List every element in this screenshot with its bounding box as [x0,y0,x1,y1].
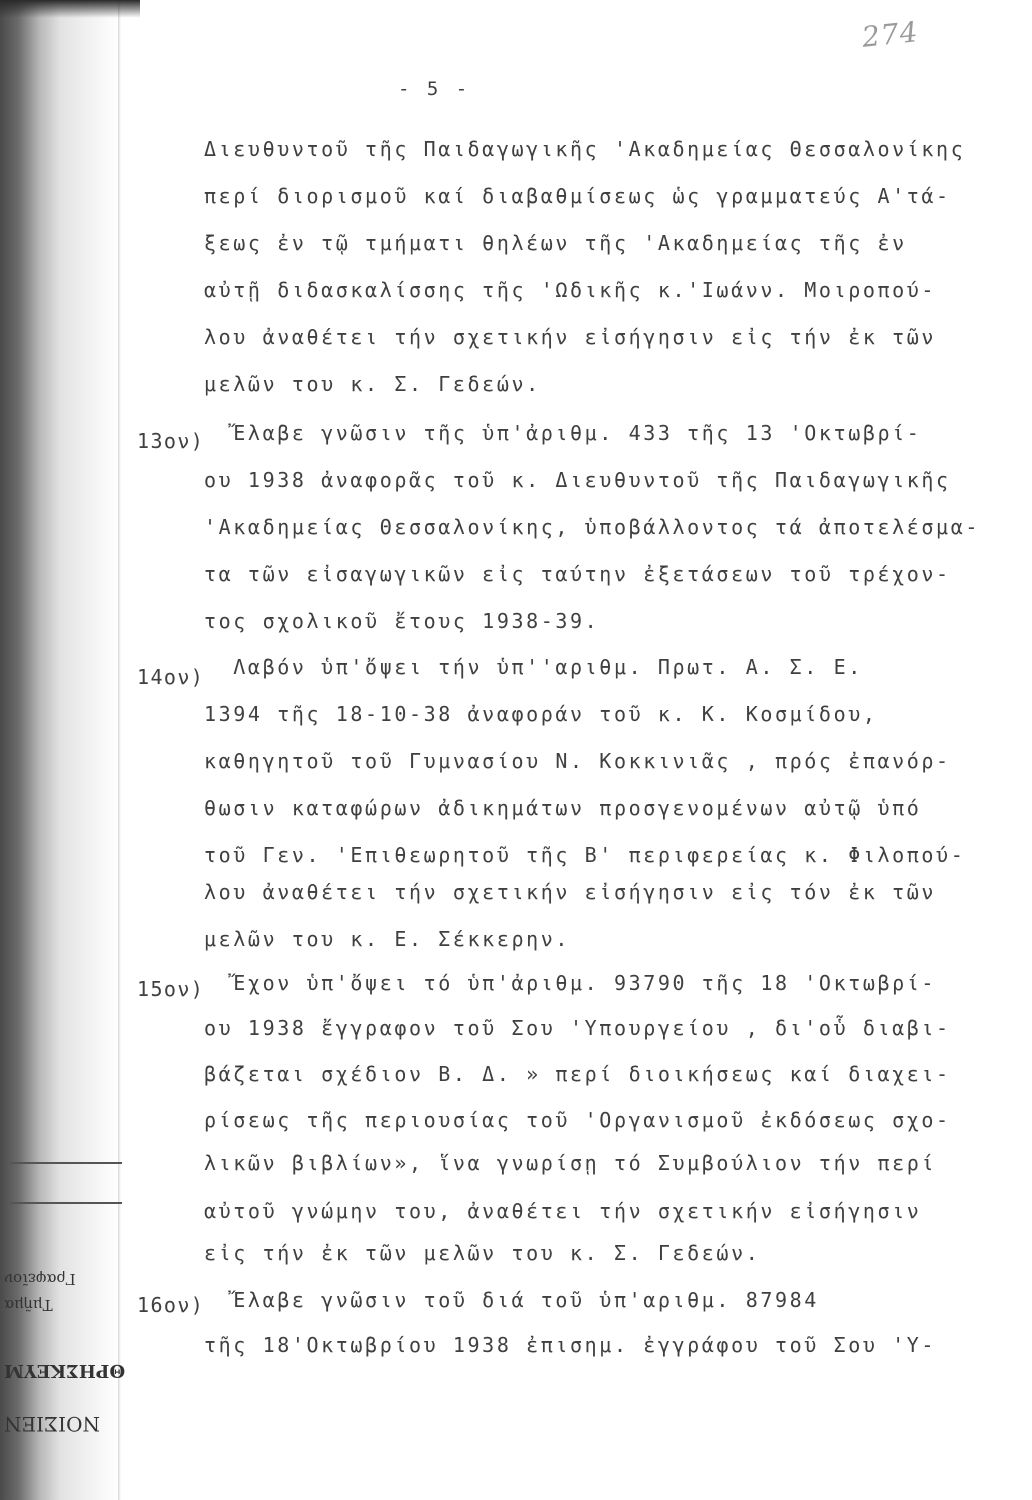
text-line: αὐτοῦ γνώμην του, ἀναθέτει τήν σχετικήν εἰσήγησιν [204,1199,922,1223]
text-line: ξεως ἐν τῷ τμήματι θηλέων τῆς 'Ακαδημείας τῆς ἐν [204,231,907,255]
text-line: λικῶν βιβλίων», ἵνα γνωρίσῃ τό Συμβούλιον τήν περί [204,1151,937,1175]
stamp-text: ΝΟΙΣΙΕΝ [4,1412,100,1436]
stamp-text: Τμῆμα [4,1296,53,1314]
text-line: Ἔλαβε γνῶσιν τοῦ διά τοῦ ὑπ'αριθμ. 87984 [204,1288,819,1312]
stamp-text: Γραφεῖον [4,1270,76,1288]
text-line: αὐτῇ διδασκαλίσσης τῆς 'Ωδικῆς κ.'Ιωάνν. Μοιροπού- [204,278,937,302]
page-number: - 5 - [398,78,471,100]
text-line: τοῦ Γεν. 'Επιθεωρητοῦ τῆς Β' περιφερείας κ. Φιλοπού- [204,843,966,867]
archive-handwritten-number: 274 [860,15,921,54]
text-line: 1394 τῆς 18-10-38 ἀναφοράν τοῦ κ. Κ. Κοσμίδου, [204,702,878,726]
text-line: τα τῶν εἰσαγωγικῶν εἰς ταύτην ἐξετάσεων τοῦ τρέχον- [204,562,951,586]
text-line: βάζεται σχέδιον Β. Δ. » περί διοικήσεως καί διαχει- [204,1062,951,1086]
text-line: λου ἀναθέτει τήν σχετικήν εἰσήγησιν εἰς τήν ἐκ τῶν [204,325,937,349]
text-line: θωσιν καταφώρων ἀδικημάτων προσγενομένων αὐτῷ ὑπό [204,796,922,820]
text-line: ου 1938 ἔγγραφον τοῦ Σου 'Υπουργείου , δι'οὗ διαβι- [204,1016,951,1040]
item-number: 13ον) [137,429,205,453]
item-number: 15ον) [137,977,205,1001]
text-line: 'Ακαδημείας Θεσσαλονίκης, ὑποβάλλοντος τά ἀποτελέσμα- [204,515,980,539]
text-line: Ἔχον ὑπ'ὄψει τό ὑπ'ἀριθμ. 93790 τῆς 18 'Οκτωβρί- [204,971,937,995]
text-line: Λαβόν ὑπ'ὄψει τήν ὑπ''αριθμ. Πρωτ. Α. Σ. Ε. [204,655,863,679]
item-number: 14ον) [137,665,205,689]
stamp-text: ΘΡΗΣΚΕΥΜ [4,1360,126,1381]
text-line: τῆς 18'Οκτωβρίου 1938 ἐπισημ. ἐγγράφου τοῦ Σου 'Υ- [204,1333,937,1357]
text-line: ρίσεως τῆς περιουσίας τοῦ 'Οργανισμοῦ ἐκδόσεως σχο- [204,1108,951,1132]
text-line: μελῶν του κ. Ε. Σέκκερην. [204,927,571,951]
text-line: καθηγητοῦ τοῦ Γυμνασίου Ν. Κοκκινιᾶς , πρός ἐπανόρ- [204,749,951,773]
text-line: εἰς τήν ἐκ τῶν μελῶν του κ. Σ. Γεδεών. [204,1241,761,1265]
text-line: ου 1938 ἀναφορᾶς τοῦ κ. Διευθυντοῦ τῆς Παιδαγωγικῆς [204,468,951,492]
text-line: περί διορισμοῦ καί διαβαθμίσεως ὡς γραμματεύς Α'τά- [204,184,951,208]
text-line: Διευθυντοῦ τῆς Παιδαγωγικῆς 'Ακαδημείας Θεσσαλονίκης [204,137,966,161]
text-line: μελῶν του κ. Σ. Γεδεών. [204,372,541,396]
text-line: λου ἀναθέτει τήν σχετικήν εἰσήγησιν εἰς τόν ἐκ τῶν [204,880,937,904]
item-number: 16ον) [137,1293,205,1317]
text-line: Ἔλαβε γνῶσιν τῆς ὑπ'ἀριθμ. 433 τῆς 13 'Οκτωβρί- [204,421,922,445]
text-line: τος σχολικοῦ ἔτους 1938-39. [204,609,600,633]
